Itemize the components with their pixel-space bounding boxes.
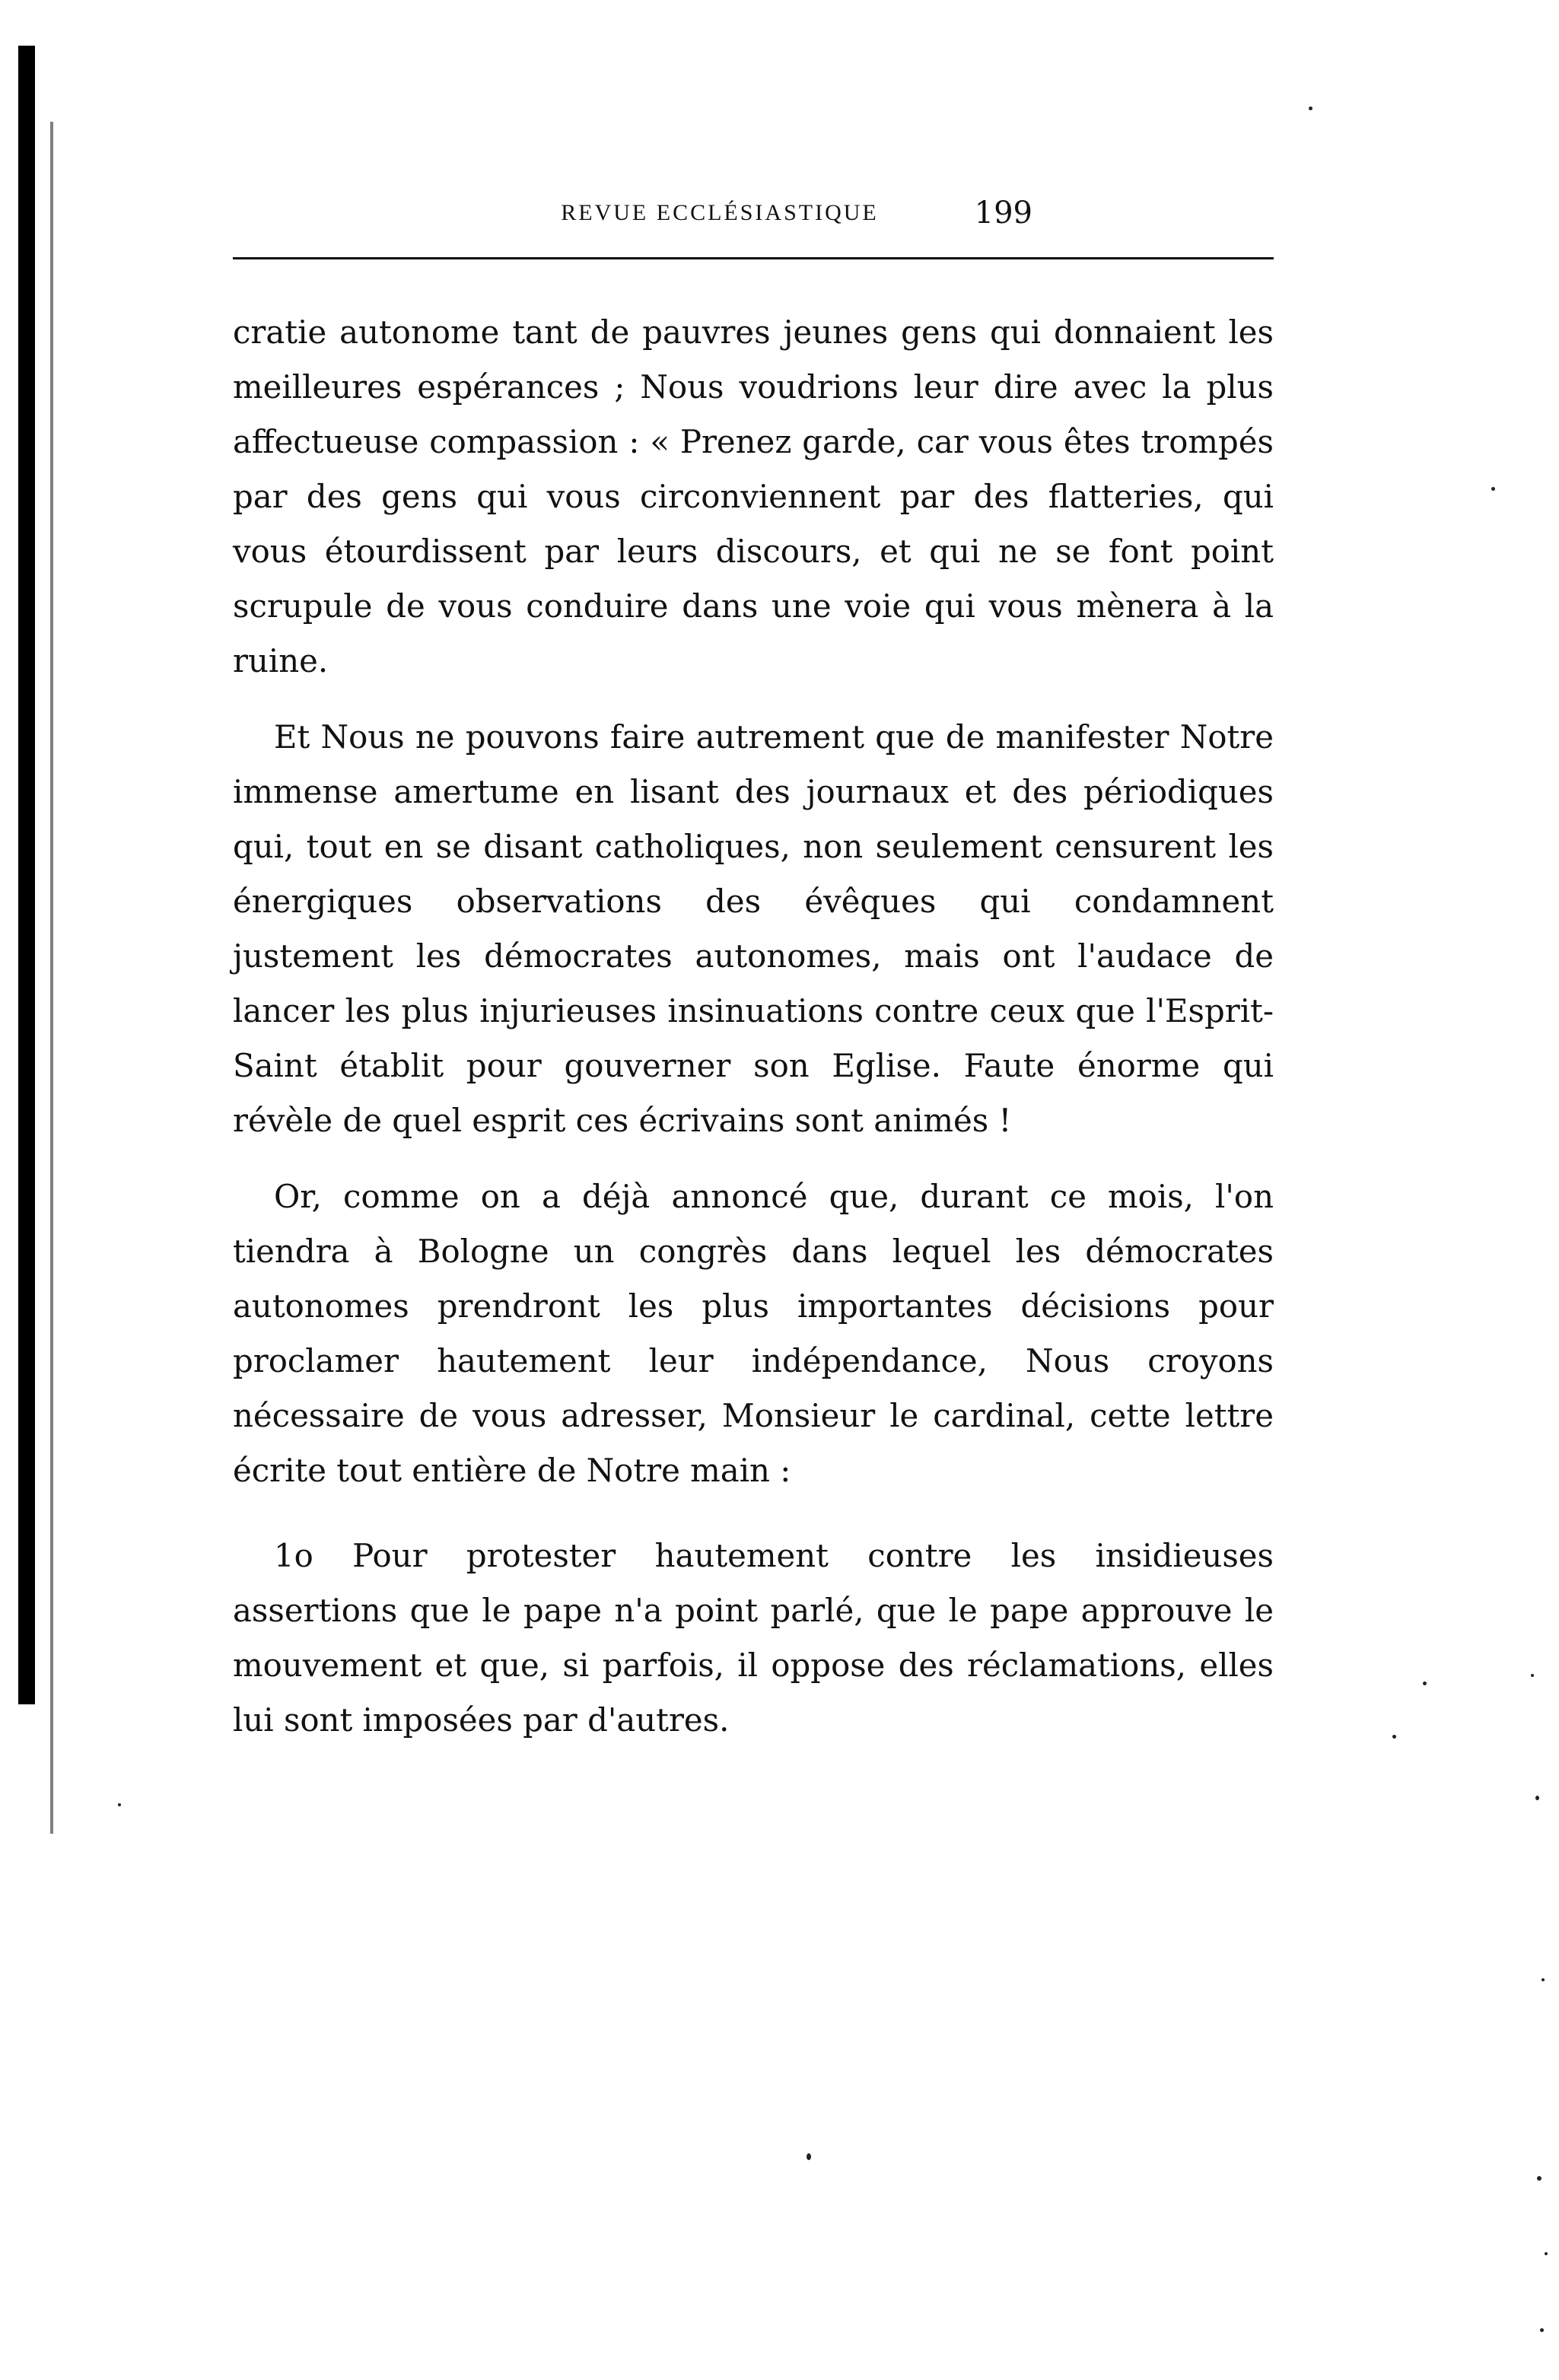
page-number: 199 — [974, 196, 1032, 231]
running-head — [408, 183, 1032, 243]
scan-shadow-line — [50, 122, 53, 1834]
scan-binding-edge — [18, 46, 35, 1704]
scan-speck — [118, 1803, 121, 1806]
scan-speck — [1540, 2328, 1544, 2332]
header-rule — [233, 257, 1274, 259]
scan-speck — [1423, 1682, 1427, 1685]
paragraph-4: 1o Pour protester hautement contre les insidieuses assertions que le pape n'a point parlé, que le pape approuve le mouvement et que, si parfois, il oppose des réclamations, elles lui sont imposées par d'autres. — [233, 1537, 1274, 1739]
scan-speck — [1531, 1674, 1534, 1677]
book-page — [233, 183, 1274, 1769]
paragraph-3: Or, comme on a déjà annoncé que, durant ce mois, l'on tiendra à Bologne un congrès dans lequel les démocrates autonomes prendront les plus importantes décisions pour proclamer hautement leur indépendance, Nous croyons nécessaire de vous adresser, Monsieur le cardinal, cette lettre écrite tout entière de Notre main : — [233, 1178, 1274, 1489]
scan-speck — [1535, 1796, 1539, 1800]
scan-speck — [1537, 2176, 1542, 2181]
scan-speck — [807, 2153, 811, 2160]
running-title: REVUE ECCLÉSIASTIQUE — [561, 200, 879, 225]
paragraph-1: cratie autonome tant de pauvres jeunes gens qui donnaient les meilleures espérances ; Nous voudrions leur dire avec la plus affectueuse compassion : « Prenez garde, car vous êtes trompés par des gens qui vous circonviennent par des flatteries, qui vous étourdissent par leurs discours, et qui ne se font point scrupule de vous conduire dans une voie qui vous mènera à la ruine. — [233, 313, 1274, 679]
scan-speck — [1309, 107, 1312, 110]
paragraph-2: Et Nous ne pouvons faire autrement que de manifester Notre immense amertume en lisant des journaux et des périodiques qui, tout en se disant catholiques, non seulement censurent les énergiques observations des évêques qui condamnent justement les démocrates autonomes, mais ont l'audace de lancer les plus injurieuses insinuations contre ceux que l'Esprit-Saint établit pour gouverner son Eglise. Faute énorme qui révèle de quel esprit ces écrivains sont animés ! — [233, 718, 1274, 1139]
scan-speck — [1491, 487, 1495, 491]
scan-speck — [1392, 1735, 1396, 1739]
scan-speck — [1545, 2252, 1548, 2255]
scan-speck — [1542, 1978, 1545, 1981]
